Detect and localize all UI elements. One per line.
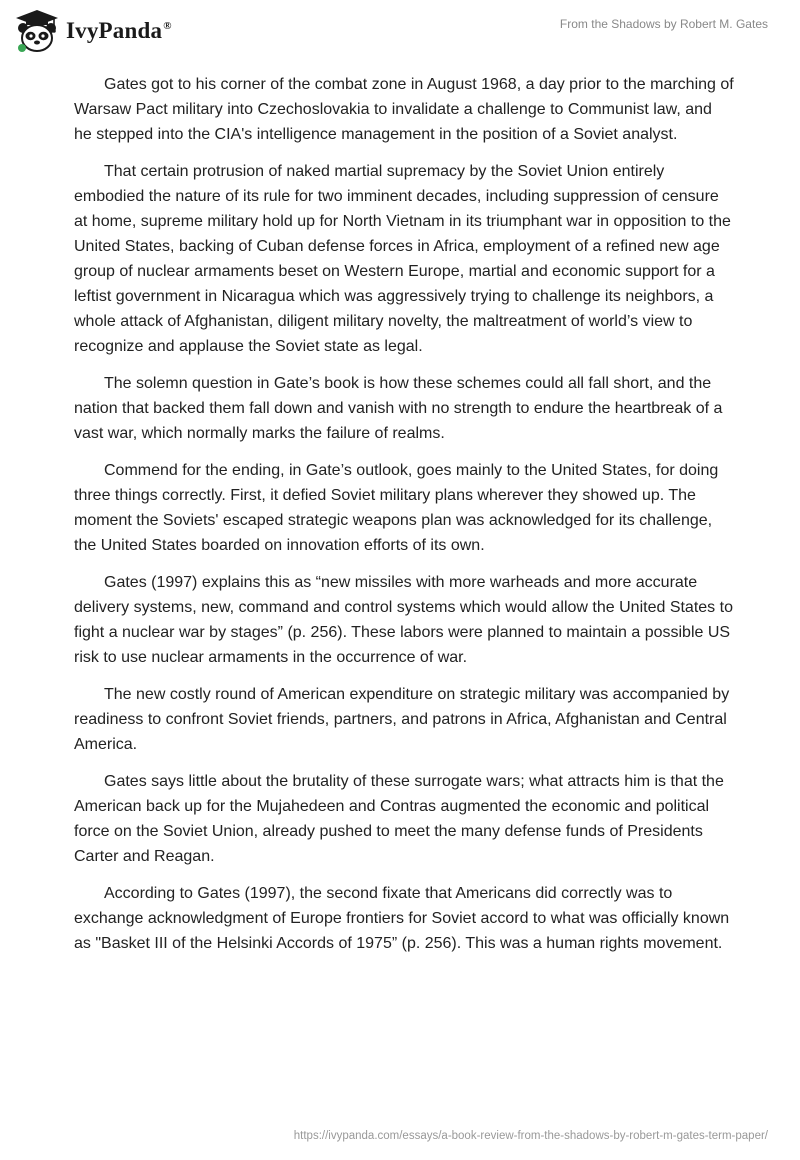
brand-name: IvyPanda® <box>66 18 172 43</box>
panda-graduate-icon <box>14 8 60 54</box>
paragraph: Commend for the ending, in Gate’s outlook, goes mainly to the United States, for doing three things correctly. First, it defied Soviet military plans wherever they showed up. The moment the Soviets' escaped strategic weapons plan was acknowledged for its challenge, the United States boarded on innovation efforts of its own. <box>74 462 719 554</box>
brand-logo[interactable] <box>14 8 172 54</box>
paragraph: Gates got to his corner of the combat zone in August 1968, a day prior to the marching of Warsaw Pact military into Czechoslovakia to invalidate a challenge to Communist law, and he stepped into the CIA's intelligence management in the position of a Soviet analyst. <box>74 76 734 143</box>
registered-mark: ® <box>163 20 172 33</box>
paragraph: According to Gates (1997), the second fixate that Americans did correctly was to exchange acknowledgment of Europe frontiers for Soviet accord to what was officially known as "Basket III of the Helsinki Accords of 1975” (p. 256). This was a human rights movement. <box>74 885 730 952</box>
paragraph: Gates says little about the brutality of these surrogate wars; what attracts him is that the American back up for the Mujahedeen and Contras augmented the economic and political force on the Soviet Union, already pushed to meet the many defense funds of Presidents Carter and Reagan. <box>74 773 724 865</box>
essay-body <box>74 72 734 968</box>
paragraph: The solemn question in Gate’s book is how these schemes could all fall short, and the nation that backed them fall down and vanish with no strength to endure the heartbreak of a vast war, which normally marks the failure of realms. <box>74 375 723 442</box>
paragraph: That certain protrusion of naked martial supremacy by the Soviet Union entirely embodied the nature of its rule for two imminent decades, including suppression of censure at home, supreme military hold up for North Vietnam in its triumphant war in opposition to the United States, backing of Cuban defense forces in Africa, employment of a refined new age group of nuclear armaments beset on Western Europe, martial and economic support for a leftist government in Nicaragua which was aggressively trying to challenge its neighbors, a whole attack of Afghanistan, diligent military novelty, the maltreatment of world’s view to recognize and applause the Soviet state as legal. <box>74 163 731 355</box>
paragraph: Gates (1997) explains this as “new missiles with more warheads and more accurate delivery systems, new, command and control systems which would allow the United States to fight a nuclear war by stages” (p. 256). These labors were planned to maintain a possible US risk to use nuclear armaments in the occurrence of war. <box>74 574 733 666</box>
document-title: From the Shadows by Robert M. Gates <box>559 17 768 31</box>
paragraph: The new costly round of American expenditure on strategic military was accompanied by readiness to confront Soviet friends, partners, and patrons in Africa, Afghanistan and Central America. <box>74 686 730 753</box>
source-url[interactable]: https://ivypanda.com/essays/a-book-review-from-the-shadows-by-robert-m-gates-term-paper/ <box>293 1130 768 1142</box>
page-header <box>0 0 800 60</box>
